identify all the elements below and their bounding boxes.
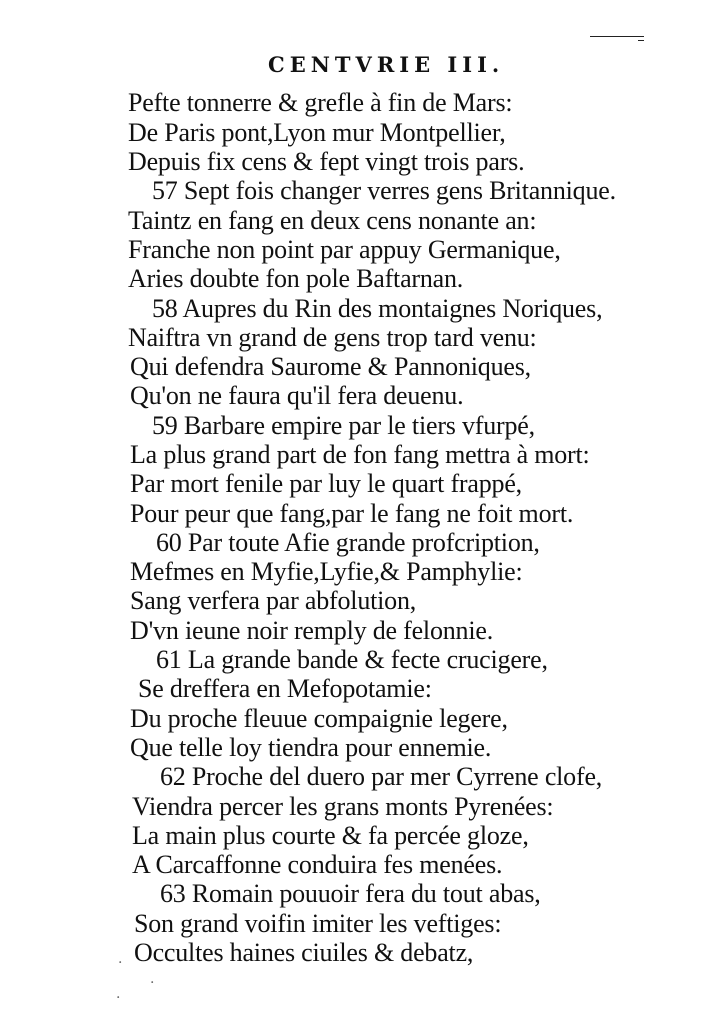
margin-speck: · <box>150 975 155 991</box>
verse-line: La plus grand part de fon fang mettra à mort: <box>130 440 590 469</box>
margin-speck: · <box>116 990 121 1006</box>
verse-line: Se dreffera en Mefopotamie: <box>138 674 432 703</box>
verse-line: Qu'on ne faura qu'il fera deuenu. <box>130 381 464 410</box>
verse-line: Qui defendra Saurome & Pannoniques, <box>130 352 531 381</box>
verse-line: Du proche fleuue compaignie legere, <box>130 704 508 733</box>
margin-speck: · <box>118 955 123 971</box>
verse-line: 59 Barbare empire par le tiers vfurpé, <box>152 411 535 440</box>
verse-line: 62 Proche del duero par mer Cyrrene clofe, <box>160 762 603 791</box>
verse-line: Son grand voifin imiter les veftiges: <box>134 909 502 938</box>
verse-line: 60 Par toute Afie grande profcription, <box>156 528 540 557</box>
verse-line: De Paris pont,Lyon mur Montpellier, <box>128 118 506 147</box>
verse-line: Franche non point par appuy Germanique, <box>128 235 561 264</box>
verse-line: A Carcaffonne conduira fes menées. <box>132 850 503 879</box>
verse-line: Depuis fix cens & fept vingt trois pars. <box>128 147 525 176</box>
verse-line: Aries doubte fon pole Baftarnan. <box>128 264 464 293</box>
running-header: CENTVRIE III. <box>268 52 505 77</box>
verse-line: La main plus courte & fa percée gloze, <box>132 821 529 850</box>
verse-line: 63 Romain pouuoir fera du tout abas, <box>160 879 541 908</box>
verse-line: Viendra percer les grans monts Pyrenées: <box>132 792 554 821</box>
top-rule <box>590 36 644 37</box>
top-rule-mark <box>638 40 644 41</box>
verse-line: Que telle loy tiendra pour ennemie. <box>130 733 492 762</box>
verse-line: 57 Sept fois changer verres gens Britannique. <box>152 176 616 205</box>
verse-line: Naiftra vn grand de gens trop tard venu: <box>128 323 537 352</box>
verse-line: 58 Aupres du Rin des montaignes Noriques, <box>152 294 603 323</box>
verse-line: 61 La grande bande & fecte crucigere, <box>156 645 548 674</box>
verse-line: Occultes haines ciuiles & debatz, <box>134 938 474 967</box>
verse-line: Taintz en fang en deux cens nonante an: <box>128 206 537 235</box>
verse-line: Sang verfera par abfolution, <box>130 586 417 615</box>
verse-line: Par mort fenile par luy le quart frappé, <box>130 469 522 498</box>
verse-line: Pefte tonnerre & grefle à fin de Mars: <box>128 88 513 117</box>
verse-line: Pour peur que fang,par le fang ne foit mort. <box>130 499 574 528</box>
verse-line: D'vn ieune noir remply de felonnie. <box>130 616 494 645</box>
verse-line: Mefmes en Myfie,Lyfie,& Pamphylie: <box>130 557 523 586</box>
